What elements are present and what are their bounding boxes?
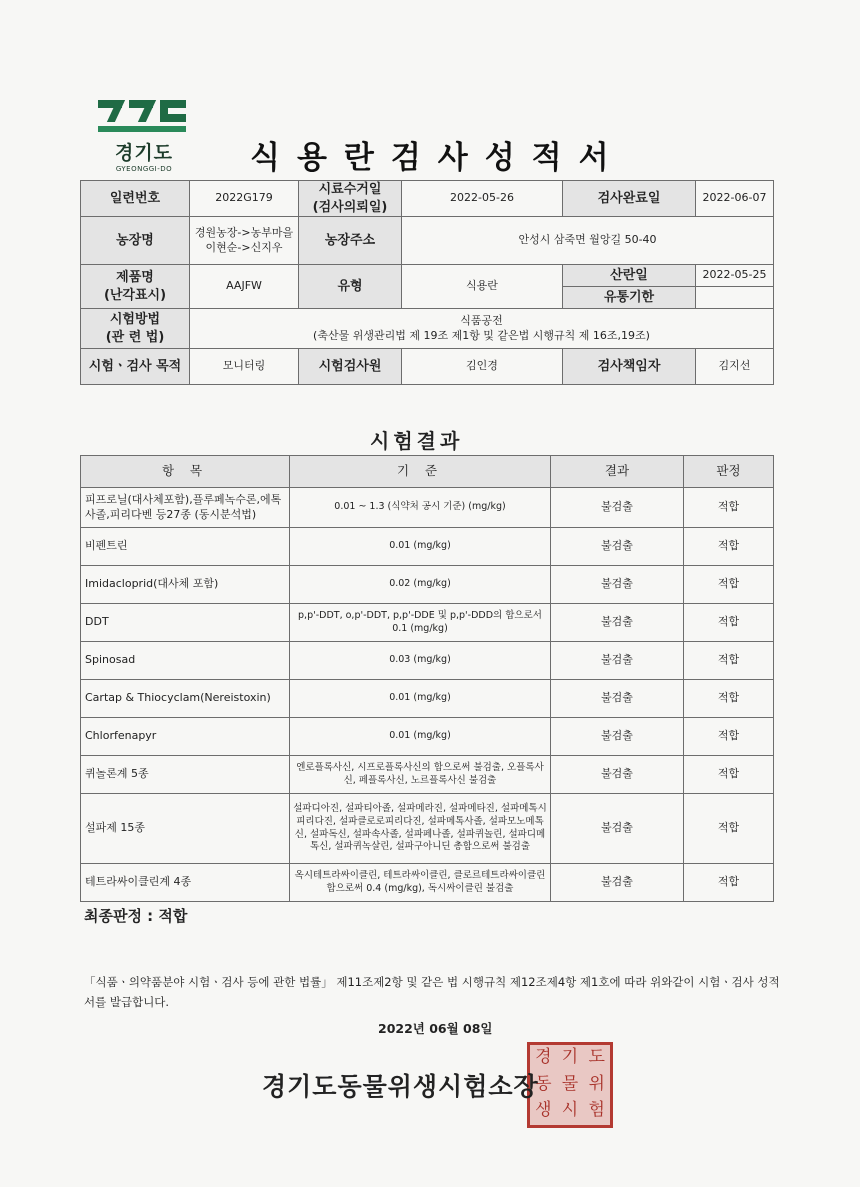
result-item: 퀴놀론계 5종	[81, 756, 290, 794]
expiry-value	[696, 287, 774, 309]
issuer-name: 경기도동물위생시험소장	[262, 1072, 539, 1101]
results-header-verdict: 판정	[684, 456, 774, 488]
complete-date-value: 2022-06-07	[696, 181, 774, 217]
result-item: Chlorfenapyr	[81, 718, 290, 756]
result-verdict: 적합	[684, 680, 774, 718]
result-item: Spinosad	[81, 642, 290, 680]
result-value: 불검출	[551, 680, 684, 718]
legal-notice: 「식품ㆍ의약품분야 시험ㆍ검사 등에 관한 법률」 제11조제2항 및 같은 법 시행규칙 제12조제4항 제1호에 따라 위와같이 시험ㆍ검사 성적서를 발급합니다.	[84, 975, 780, 1009]
result-value: 불검출	[551, 566, 684, 604]
table-row	[81, 528, 774, 566]
type-label: 유형	[299, 265, 402, 309]
method-value: 식품공전 (축산물 위생관리법 제 19조 제1항 및 같은법 시행규칙 제 16조,19조)	[190, 309, 774, 349]
result-verdict: 적합	[684, 604, 774, 642]
issue-date: 2022년 06월 08일	[378, 1021, 493, 1036]
table-row	[81, 488, 774, 528]
result-verdict: 적합	[684, 488, 774, 528]
address-label: 농장주소	[299, 217, 402, 265]
result-value: 불검출	[551, 756, 684, 794]
tester-label: 시험검사원	[299, 349, 402, 385]
expiry-label: 유통기한	[563, 287, 696, 309]
logo-mark-icon	[98, 100, 186, 134]
results-header-standard: 기 준	[290, 456, 551, 488]
logo-sub: GYEONGGI-DO	[115, 165, 173, 173]
logo-name: 경기도	[114, 142, 174, 164]
farm-value: 경원농장->농부마을 이현순->신지우	[190, 217, 299, 265]
result-standard: 설파디아진, 설파티아졸, 설파메라진, 설파메타진, 설파메톡시피리다진, 설파클로로피리다진, 설파메톡사졸, 설파모노메톡신, 설파독신, 설파속사졸, 설파페나졸, 설파퀴놀린, 설파디메톡신, 설파퀴녹살린, 설파구아니딘 총합으로써 불검출	[290, 794, 551, 864]
serial-value: 2022G179	[190, 181, 299, 217]
document-title: 식용란검사성적서	[250, 140, 626, 176]
info-table	[80, 180, 774, 385]
result-standard: 0.01 (mg/kg)	[290, 680, 551, 718]
result-standard: 0.01 ~ 1.3 (식약처 공시 기준) (mg/kg)	[290, 488, 551, 528]
result-verdict: 적합	[684, 528, 774, 566]
table-row	[81, 680, 774, 718]
table-row	[81, 604, 774, 642]
sample-date-label: 시료수거일 (검사의뢰일)	[299, 181, 402, 217]
result-value: 불검출	[551, 864, 684, 902]
result-standard: 0.02 (mg/kg)	[290, 566, 551, 604]
sample-date-value: 2022-05-26	[402, 181, 563, 217]
result-value: 불검출	[551, 718, 684, 756]
result-value: 불검출	[551, 794, 684, 864]
method-label: 시험방법 (관 련 법)	[81, 309, 190, 349]
result-item: 설파제 15종	[81, 794, 290, 864]
gyeonggi-logo	[98, 100, 190, 173]
table-row	[81, 756, 774, 794]
product-label: 제품명 (난각표시)	[81, 265, 190, 309]
results-header-item: 항 목	[81, 456, 290, 488]
tester-value: 김인경	[402, 349, 563, 385]
result-item: DDT	[81, 604, 290, 642]
result-item: Imidacloprid(대사체 포함)	[81, 566, 290, 604]
result-verdict: 적합	[684, 718, 774, 756]
result-verdict: 적합	[684, 642, 774, 680]
result-verdict: 적합	[684, 864, 774, 902]
type-value: 식용란	[402, 265, 563, 309]
table-row	[81, 864, 774, 902]
result-standard: 0.01 (mg/kg)	[290, 528, 551, 566]
result-item: 비펜트린	[81, 528, 290, 566]
results-table	[80, 455, 774, 902]
result-value: 불검출	[551, 488, 684, 528]
result-item: Cartap & Thiocyclam(Nereistoxin)	[81, 680, 290, 718]
result-value: 불검출	[551, 528, 684, 566]
result-verdict: 적합	[684, 756, 774, 794]
address-value: 안성시 삼죽면 월앙길 50-40	[402, 217, 774, 265]
official-seal-icon: 경 기 도 동 물 위 생 시 험	[527, 1042, 613, 1128]
manager-label: 검사책임자	[563, 349, 696, 385]
result-standard: 옥시테트라싸이클린, 테트라싸이클린, 클로르테트라싸이클린 합으로써 0.4 (mg/kg), 독시싸이클린 불검출	[290, 864, 551, 902]
result-value: 불검출	[551, 604, 684, 642]
manager-value: 김지선	[696, 349, 774, 385]
results-title: 시험결과	[370, 429, 464, 453]
lay-date-label: 산란일	[563, 265, 696, 287]
result-standard: 엔로플록사신, 시프로플록사신의 합으로써 불검출, 오플록사신, 페플록사신, 노르플록사신 불검출	[290, 756, 551, 794]
result-item: 테트라싸이클린계 4종	[81, 864, 290, 902]
result-verdict: 적합	[684, 566, 774, 604]
product-value: AAJFW	[190, 265, 299, 309]
result-value: 불검출	[551, 642, 684, 680]
serial-label: 일련번호	[81, 181, 190, 217]
table-row	[81, 642, 774, 680]
lay-date-value: 2022-05-25	[696, 265, 774, 287]
purpose-value: 모니터링	[190, 349, 299, 385]
final-verdict: 최종판정 : 적합	[84, 907, 188, 925]
result-standard: 0.01 (mg/kg)	[290, 718, 551, 756]
result-verdict: 적합	[684, 794, 774, 864]
table-row	[81, 718, 774, 756]
result-standard: p,p'-DDT, o,p'-DDT, p,p'-DDE 및 p,p'-DDD의 합으로서 0.1 (mg/kg)	[290, 604, 551, 642]
table-row	[81, 566, 774, 604]
complete-date-label: 검사완료일	[563, 181, 696, 217]
result-item: 피프로닐(대사체포함),플루페녹수론,에톡사졸,피리다벤 등27종 (동시분석법)	[81, 488, 290, 528]
farm-label: 농장명	[81, 217, 190, 265]
result-standard: 0.03 (mg/kg)	[290, 642, 551, 680]
table-row	[81, 794, 774, 864]
purpose-label: 시험ㆍ검사 목적	[81, 349, 190, 385]
results-header-result: 결과	[551, 456, 684, 488]
